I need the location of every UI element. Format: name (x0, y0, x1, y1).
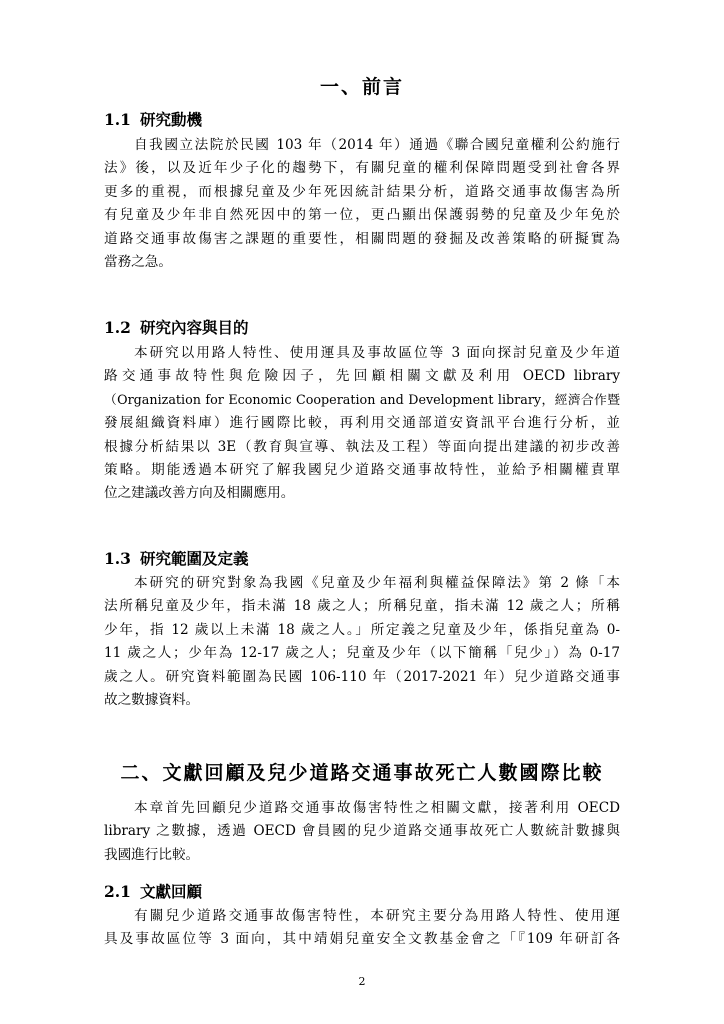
chapter-2-title: 二、文獻回顧及兒少道路交通事故死亡人數國際比較 (120, 762, 604, 784)
paragraph-line: 具及事故區位等 3 面向，其中靖娟兒童安全文教基金會之「『109 年研訂各 (104, 931, 620, 948)
paragraph-line: 當務之急。 (104, 254, 172, 271)
paragraph-line: 本章首先回顧兒少道路交通事故傷害特性之相關文獻，接著利用 OECD (134, 800, 620, 816)
paragraph-line: 有關兒少道路交通事故傷害特性，本研究主要分為用路人特性、使用運 (134, 908, 620, 924)
section-1-2-heading (104, 316, 249, 338)
section-number: 1.2 (104, 318, 131, 337)
paragraph-line: 故之數據資料。 (104, 692, 200, 709)
paragraph-line: 更多的重視，而根據兒童及少年死因統計結果分析，道路交通事故傷害為所 (104, 183, 620, 200)
section-1-2-paragraph (104, 342, 620, 506)
paragraph-line: 本研究的研究對象為我國《兒童及少年福利與權益保障法》第 2 條「本 (134, 575, 620, 591)
paragraph-line: 11 歲之人；少年為 12-17 歲之人；兒童及少年（以下簡稱「兒少」）為 0-17 (104, 645, 620, 662)
section-title: 研究範圍及定義 (140, 549, 249, 568)
section-title: 研究動機 (140, 110, 203, 129)
paragraph-line: 路交通事故特性與危險因子，先回顧相關文獻及利用 OECD library (104, 368, 620, 385)
section-1-1-paragraph (104, 134, 620, 274)
paragraph-line: 法所稱兒童及少年，指未滿 18 歲之人；所稱兒童，指未滿 12 歲之人；所稱 (104, 598, 620, 615)
section-1-3-paragraph (104, 572, 620, 712)
section-2-1-heading (104, 880, 202, 902)
paragraph-line: 少年，指 12 歲以上未滿 18 歲之人。」所定義之兒童及少年，係指兒童為 0- (104, 621, 620, 638)
section-1-3-heading (104, 547, 249, 569)
paragraph-line: 位之建議改善方向及相關應用。 (104, 485, 295, 502)
paragraph-line: 本研究以用路人特性、使用運具及事故區位等 3 面向探討兒童及少年道 (134, 345, 620, 361)
paragraph-line: 歲之人。研究資料範圍為民國 106-110 年（2017-2021 年）兒少道路交通事 (104, 668, 620, 685)
chapter-1-title: 一、前言 (319, 76, 404, 98)
paragraph-line: 道路交通事故傷害之課題的重要性，相關問題的發掘及改善策略的研擬實為 (104, 230, 620, 247)
page-number: 2 (358, 975, 366, 988)
paragraph-line: 我國進行比較。 (104, 846, 200, 863)
paragraph-line: 有兒童及少年非自然死因中的第一位，更凸顯出保護弱勢的兒童及少年免於 (104, 207, 620, 224)
section-1-1-heading (104, 108, 202, 130)
section-2-1-paragraph (104, 905, 620, 952)
paragraph-line: library 之數據，透過 OECD 會員國的兒少道路交通事故死亡人數統計數據與 (104, 823, 620, 840)
section-number: 1.1 (104, 110, 131, 129)
paragraph-line: 策略。期能透過本研究了解我國兒少道路交通事故特性，並給予相關權責單 (104, 462, 620, 479)
paragraph-line: （Organization for Economic Cooperation and Development library，經濟合作暨 (104, 392, 620, 408)
section-title: 文獻回顧 (140, 882, 203, 901)
section-number: 1.3 (104, 549, 131, 568)
paragraph-line: 發展組織資料庫）進行國際比較，再利用交通部道安資訊平台進行分析，並 (104, 415, 620, 432)
paragraph-line: 法》後，以及近年少子化的趨勢下，有關兒童的權利保障問題受到社會各界 (104, 160, 620, 177)
section-title: 研究內容與目的 (140, 318, 249, 337)
section-number: 2.1 (104, 882, 131, 901)
paragraph-line: 根據分析結果以 3E（教育與宣導、執法及工程）等面向提出建議的初步改善 (104, 438, 620, 455)
paragraph-line: 自我國立法院於民國 103 年（2014 年）通過《聯合國兒童權利公約施行 (134, 137, 620, 153)
chapter-2-intro-paragraph (104, 797, 620, 867)
